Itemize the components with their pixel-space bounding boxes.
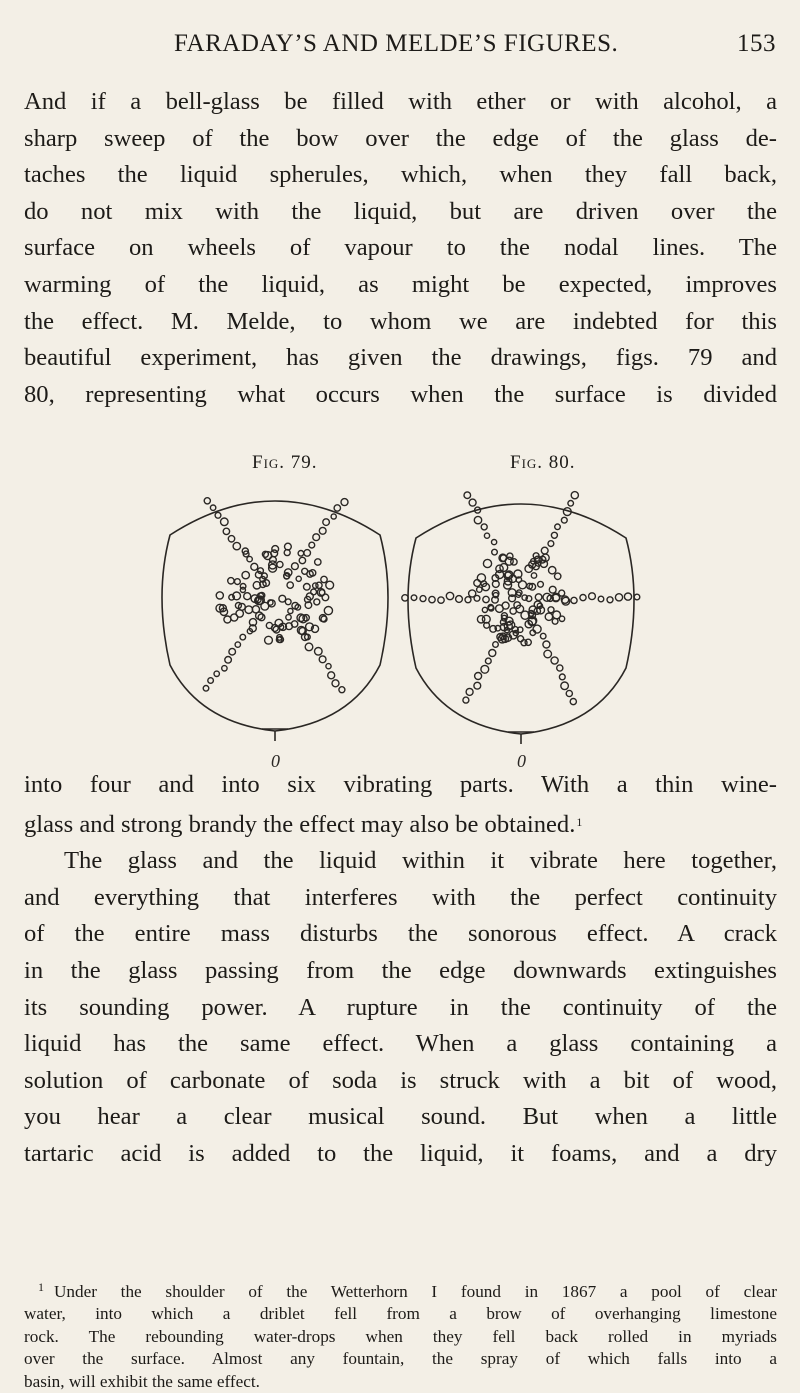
text-line: taches the liquid spherules, which, when they fall back, bbox=[24, 161, 777, 189]
spherule bbox=[309, 542, 315, 548]
spherule bbox=[299, 557, 305, 563]
spherule bbox=[555, 524, 561, 530]
text-line: you hear a clear musical sound. But when a little bbox=[24, 1103, 777, 1131]
spherule bbox=[236, 610, 243, 617]
spherule bbox=[251, 563, 258, 570]
spherule bbox=[589, 593, 596, 600]
text-line: surface on wheels of vapour to the nodal lines. The bbox=[24, 234, 777, 262]
text-line bbox=[24, 804, 777, 844]
spherule bbox=[298, 551, 304, 557]
spherule bbox=[221, 518, 229, 526]
spherule bbox=[304, 584, 311, 591]
spherule bbox=[559, 674, 565, 680]
spherule bbox=[319, 527, 326, 534]
spherule bbox=[210, 505, 215, 510]
spherule bbox=[541, 547, 548, 554]
footnote-reference: 1 bbox=[576, 814, 583, 829]
spherule bbox=[540, 633, 546, 639]
figure-80-label: Fig. 80. bbox=[510, 452, 576, 473]
spherule bbox=[634, 594, 640, 600]
spherule bbox=[242, 571, 249, 578]
spherule bbox=[288, 608, 293, 613]
spherule bbox=[228, 578, 234, 584]
spherule bbox=[538, 581, 544, 587]
spherule bbox=[492, 549, 498, 555]
text-line: beautiful experiment, has given the drawings, figs. 79 and bbox=[24, 344, 777, 372]
spherule bbox=[208, 678, 214, 684]
spherule bbox=[485, 658, 491, 664]
spherule bbox=[557, 665, 563, 671]
spherule bbox=[533, 625, 541, 633]
spherule bbox=[285, 599, 291, 605]
footnote bbox=[24, 1276, 777, 1393]
spherule bbox=[548, 541, 554, 547]
spherule bbox=[500, 564, 508, 572]
spherule bbox=[266, 622, 272, 628]
spherule bbox=[466, 688, 473, 695]
figure-80-illustration bbox=[396, 478, 646, 771]
spherule bbox=[492, 540, 497, 545]
spherule bbox=[319, 656, 326, 663]
text-line: sharp sweep of the bow over the edge of the glass de- bbox=[24, 124, 777, 152]
spherule bbox=[224, 616, 231, 623]
spherule bbox=[555, 573, 561, 579]
spherule bbox=[438, 597, 444, 603]
figure-80-marker: 0 bbox=[517, 751, 526, 771]
spherule bbox=[326, 664, 331, 669]
footnote-line: basin, will exhibit the same effect. bbox=[24, 1371, 260, 1391]
footnote-line: water, into which a driblet fell from a brow of overhanging limestone bbox=[24, 1304, 777, 1324]
text-line: the effect. M. Melde, to whom we are indebted for this bbox=[24, 307, 777, 335]
spherule bbox=[292, 563, 299, 570]
spherule bbox=[314, 599, 320, 605]
spherule bbox=[484, 533, 489, 538]
spherule bbox=[469, 499, 476, 506]
spherule bbox=[489, 650, 496, 657]
spherule bbox=[571, 492, 578, 499]
spherule bbox=[244, 593, 251, 600]
text-line: warming of the liquid, as might be expected, improves bbox=[24, 270, 777, 298]
spherule bbox=[446, 592, 453, 599]
spherule bbox=[531, 573, 536, 578]
spherule bbox=[561, 517, 567, 523]
spherule bbox=[474, 682, 481, 689]
spherule bbox=[287, 582, 293, 588]
text-line: of the entire mass disturbs the sonorous effect. A crack bbox=[24, 920, 777, 948]
spherule bbox=[561, 682, 569, 690]
footnote-line: rock. The rebounding water-drops when they fell back rolled in myriads bbox=[24, 1326, 777, 1346]
text-line: do not mix with the liquid, but are driven over the bbox=[24, 197, 777, 225]
spherule bbox=[545, 613, 552, 620]
text-line: And if a bell-glass be filled with ether or with alcohol, a bbox=[24, 88, 777, 115]
spherule bbox=[502, 602, 509, 609]
spherule bbox=[315, 559, 321, 565]
text-line: into four and into six vibrating parts. With a thin wine- bbox=[24, 771, 777, 798]
spherule bbox=[315, 648, 323, 656]
footnote-line-content: Under the shoulder of the Wetterhorn I found in 1867 a pool of clear bbox=[54, 1282, 777, 1301]
text-line: 80, representing what occurs when the surface is divided bbox=[24, 380, 777, 408]
spherule bbox=[223, 528, 229, 534]
running-head bbox=[24, 30, 776, 66]
paragraph-bottom bbox=[24, 767, 777, 1173]
spherule bbox=[566, 690, 572, 696]
spherule bbox=[483, 559, 491, 567]
spherule bbox=[483, 596, 489, 602]
spherule bbox=[225, 657, 232, 664]
spherule bbox=[571, 597, 577, 603]
spherule bbox=[215, 512, 221, 518]
spherule bbox=[235, 642, 240, 647]
spherule bbox=[568, 501, 574, 507]
spherule bbox=[240, 587, 245, 592]
spherule bbox=[549, 567, 556, 574]
spherule bbox=[331, 514, 336, 519]
spherule bbox=[463, 697, 469, 703]
spherule bbox=[313, 534, 320, 541]
spherule bbox=[551, 532, 557, 538]
spherule bbox=[521, 611, 529, 619]
spherule bbox=[305, 643, 313, 651]
spherule bbox=[216, 592, 223, 599]
spherule bbox=[204, 498, 210, 504]
spherule bbox=[341, 499, 348, 506]
spherule bbox=[481, 665, 489, 673]
spherule bbox=[326, 581, 334, 589]
spherule bbox=[233, 542, 240, 549]
spherule bbox=[477, 587, 482, 592]
spherule bbox=[258, 614, 265, 621]
figure-80-glass-outline bbox=[408, 504, 634, 734]
spherule bbox=[235, 579, 241, 585]
running-head-title: FARADAY’S AND MELDE’S FIGURES. bbox=[174, 30, 619, 57]
spherule bbox=[222, 666, 227, 671]
spherule bbox=[607, 597, 613, 603]
spherule bbox=[548, 607, 554, 613]
spherule bbox=[549, 586, 556, 593]
footnote-line: over the surface. Almost any fountain, the spray of which falls into a bbox=[24, 1349, 777, 1369]
footnote-mark: 1 bbox=[38, 1280, 44, 1294]
spherule bbox=[203, 686, 209, 692]
spherule bbox=[323, 519, 330, 526]
figure-79-spherules bbox=[203, 498, 348, 693]
spherule bbox=[420, 596, 426, 602]
spherule bbox=[551, 657, 558, 664]
spherule bbox=[240, 634, 246, 640]
spherule bbox=[247, 556, 252, 561]
spherule bbox=[474, 595, 480, 601]
spherule bbox=[525, 639, 531, 645]
spherule bbox=[429, 596, 435, 602]
spherule bbox=[465, 597, 471, 603]
text-line: in the glass passing from the edge downwards extinguishes bbox=[24, 956, 777, 984]
text-line: and everything that interferes with the perfect continuity bbox=[24, 883, 777, 911]
spherule bbox=[324, 607, 332, 615]
spherule bbox=[535, 594, 542, 601]
spherule bbox=[477, 616, 484, 623]
spherule bbox=[304, 550, 311, 557]
spherule bbox=[214, 671, 219, 676]
text-line: The glass and the liquid within it vibrate here together, bbox=[64, 847, 777, 875]
text-line: tartaric acid is added to the liquid, it foams, and a dry bbox=[24, 1139, 777, 1167]
spherule bbox=[580, 595, 586, 601]
text-line: liquid has the same effect. When a glass containing a bbox=[24, 1030, 777, 1058]
spherule bbox=[456, 596, 463, 603]
spherule bbox=[334, 505, 340, 511]
footnote-line bbox=[24, 1276, 777, 1303]
text-line: its sounding power. A rupture in the continuity of the bbox=[24, 993, 777, 1021]
spherule bbox=[544, 650, 552, 658]
spherule bbox=[319, 590, 325, 596]
figure-79-illustration bbox=[150, 475, 400, 771]
figure-79-marker: 0 bbox=[271, 751, 280, 771]
spherule bbox=[507, 553, 513, 559]
spherule bbox=[328, 672, 335, 679]
spherule bbox=[474, 580, 481, 587]
paragraph-top bbox=[24, 84, 777, 413]
spherule bbox=[296, 576, 301, 581]
spherule bbox=[265, 636, 273, 644]
text-line: solution of carbonate of soda is struck with a bit of wood, bbox=[24, 1066, 777, 1094]
figure-79-label: Fig. 79. bbox=[252, 452, 318, 473]
spherule bbox=[474, 516, 481, 523]
spherule bbox=[543, 641, 550, 648]
figure-80-spherules bbox=[402, 492, 640, 705]
spherule bbox=[272, 546, 279, 553]
spherule bbox=[339, 687, 345, 693]
spherule bbox=[321, 576, 327, 582]
spherule bbox=[316, 582, 322, 588]
spherule bbox=[475, 673, 482, 680]
spherule bbox=[598, 596, 604, 602]
spherule bbox=[615, 594, 622, 601]
spherule bbox=[411, 595, 417, 601]
text-line-content: glass and strong brandy the effect may also be obtained. bbox=[24, 810, 576, 838]
spherule bbox=[481, 524, 487, 530]
spherule bbox=[464, 492, 471, 499]
spherule bbox=[477, 574, 485, 582]
spherule bbox=[482, 607, 487, 612]
spherule bbox=[229, 648, 236, 655]
spherule bbox=[277, 561, 283, 567]
spherule bbox=[559, 616, 564, 621]
spherule bbox=[624, 593, 631, 600]
spherule bbox=[493, 642, 499, 648]
spherule bbox=[570, 699, 576, 705]
figure-79-glass-outline bbox=[162, 501, 388, 731]
spherule bbox=[286, 615, 291, 620]
spherule bbox=[332, 680, 339, 687]
page-number: 153 bbox=[737, 30, 776, 57]
spherule bbox=[228, 536, 234, 542]
spherule bbox=[245, 606, 253, 614]
